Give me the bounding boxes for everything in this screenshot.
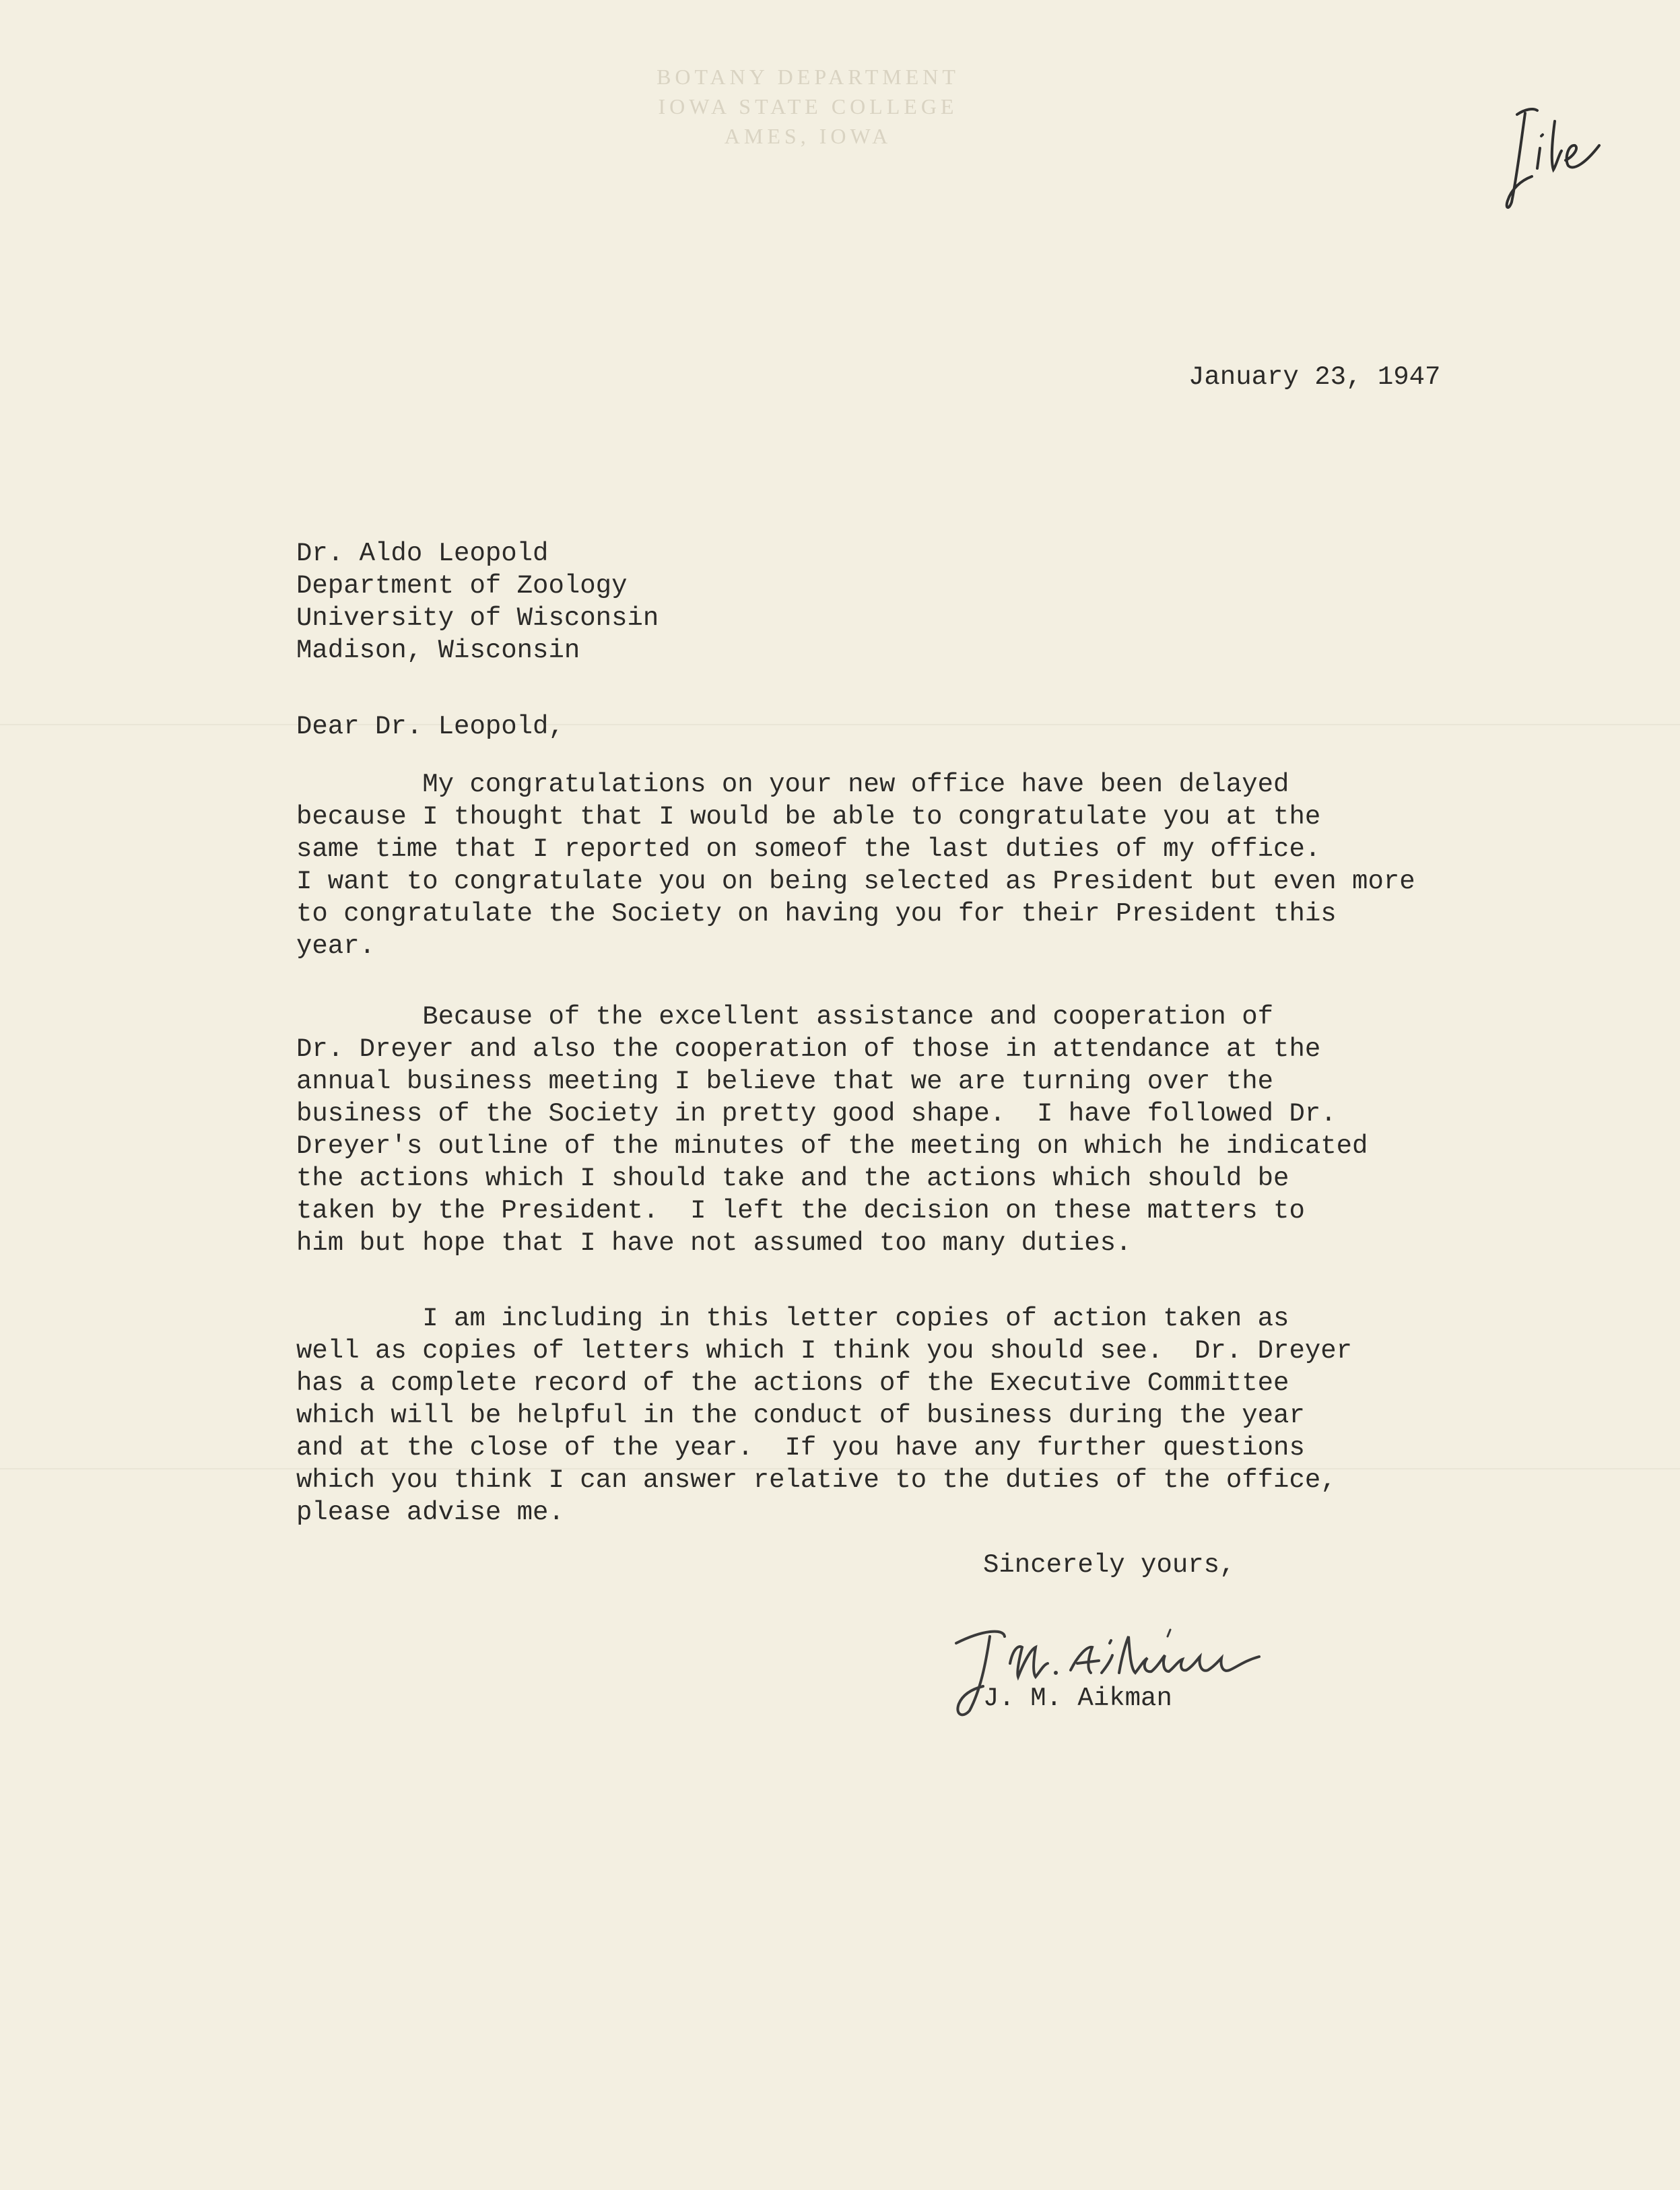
body-line: well as copies of letters which I think you should see. Dr. Dreyer — [296, 1336, 1353, 1366]
body-line: because I thought that I would be able to congratulate you at the — [296, 802, 1321, 832]
body-line: I am including in this letter copies of action taken as — [296, 1304, 1289, 1333]
body-paragraph-2 — [296, 1001, 1522, 1259]
letterhead-line: BOTANY DEPARTMENT — [657, 65, 960, 89]
recipient-institution: University of Wisconsin — [296, 603, 659, 633]
body-line: him but hope that I have not assumed too many duties. — [296, 1228, 1132, 1258]
body-line: Dreyer's outline of the minutes of the meeting on which he indicated — [296, 1131, 1368, 1161]
body-line: Dr. Dreyer and also the cooperation of those in attendance at the — [296, 1034, 1321, 1064]
typed-signer-name: J. M. Aikman — [983, 1684, 1172, 1713]
body-line: Because of the excellent assistance and cooperation of — [296, 1002, 1274, 1032]
body-line: the actions which I should take and the actions which should be — [296, 1164, 1289, 1193]
body-line: to congratulate the Society on having you for their President this — [296, 899, 1337, 929]
recipient-location: Madison, Wisconsin — [296, 636, 580, 665]
salutation: Dear Dr. Leopold, — [296, 712, 564, 741]
body-line: please advise me. — [296, 1498, 564, 1527]
letterhead-line: IOWA STATE COLLEGE — [658, 94, 958, 119]
letter-date: January 23, 1947 — [1188, 362, 1441, 392]
body-line: I want to congratulate you on being selected as President but even more — [296, 867, 1415, 896]
body-paragraph-1 — [296, 768, 1522, 962]
body-line: annual business meeting I believe that we are turning over the — [296, 1067, 1274, 1096]
body-line: which will be helpful in the conduct of business during the year — [296, 1401, 1305, 1430]
body-line: which you think I can answer relative to the duties of the office, — [296, 1465, 1337, 1495]
letterhead-line: AMES, IOWA — [724, 124, 892, 148]
body-line: has a complete record of the actions of the Executive Committee — [296, 1368, 1289, 1398]
body-line: taken by the President. I left the decision on these matters to — [296, 1196, 1305, 1226]
recipient-department: Department of Zoology — [296, 571, 628, 601]
body-line: year. — [296, 931, 376, 961]
body-line: and at the close of the year. If you have any further questions — [296, 1433, 1305, 1463]
handwritten-file-note — [1498, 101, 1619, 215]
letterhead-watermark — [593, 62, 1023, 151]
paper-fold-line — [0, 724, 1680, 725]
closing: Sincerely yours, — [983, 1550, 1236, 1580]
body-paragraph-3 — [296, 1302, 1522, 1529]
body-line: same time that I reported on someof the last duties of my office. — [296, 834, 1321, 864]
body-line: business of the Society in pretty good shape. I have followed Dr. — [296, 1099, 1337, 1129]
body-line: My congratulations on your new office have been delayed — [296, 770, 1289, 799]
recipient-name: Dr. Aldo Leopold — [296, 539, 549, 568]
